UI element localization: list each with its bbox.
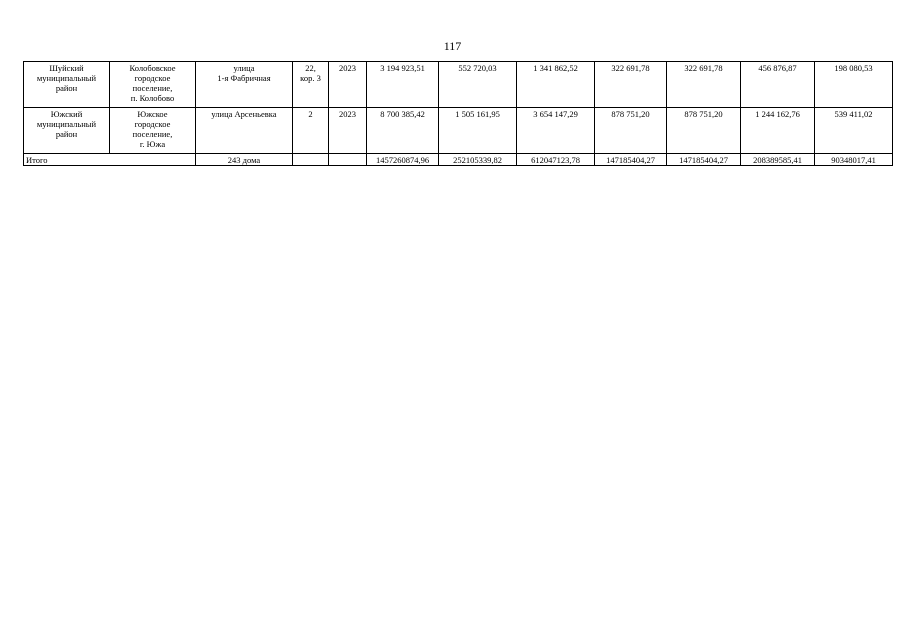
year-cell: 2023 bbox=[329, 62, 367, 108]
table-row bbox=[24, 108, 893, 154]
empty-cell bbox=[329, 154, 367, 166]
total-amount-cell: 1457260874,96 bbox=[367, 154, 439, 166]
settlement-cell: Южское городское поселение, г. Южа bbox=[110, 108, 196, 154]
amount-cell: 8 700 385,42 bbox=[367, 108, 439, 154]
settlement-cell: Колобовское городское поселение, п. Колобово bbox=[110, 62, 196, 108]
amount-cell: 3 654 147,29 bbox=[517, 108, 595, 154]
year-cell: 2023 bbox=[329, 108, 367, 154]
district-cell: Шуйский муниципальный район bbox=[24, 62, 110, 108]
amount-cell: 3 194 923,51 bbox=[367, 62, 439, 108]
amount-cell: 1 244 162,76 bbox=[741, 108, 815, 154]
total-label: Итого bbox=[24, 154, 196, 166]
total-houses: 243 дома bbox=[196, 154, 293, 166]
empty-cell bbox=[293, 154, 329, 166]
amount-cell: 198 080,53 bbox=[815, 62, 893, 108]
amount-cell: 539 411,02 bbox=[815, 108, 893, 154]
amount-cell: 322 691,78 bbox=[667, 62, 741, 108]
amount-cell: 552 720,03 bbox=[439, 62, 517, 108]
street-cell: улица 1-я Фабричная bbox=[196, 62, 293, 108]
amount-cell: 1 505 161,95 bbox=[439, 108, 517, 154]
total-amount-cell: 612047123,78 bbox=[517, 154, 595, 166]
district-cell: Южский муниципальный район bbox=[24, 108, 110, 154]
street-cell: улица Арсеньевка bbox=[196, 108, 293, 154]
amount-cell: 878 751,20 bbox=[667, 108, 741, 154]
total-amount-cell: 147185404,27 bbox=[667, 154, 741, 166]
total-row bbox=[24, 154, 893, 166]
amount-cell: 456 876,87 bbox=[741, 62, 815, 108]
houses-table bbox=[23, 61, 893, 166]
amount-cell: 322 691,78 bbox=[595, 62, 667, 108]
total-amount-cell: 147185404,27 bbox=[595, 154, 667, 166]
house-cell: 22, кор. 3 bbox=[293, 62, 329, 108]
page-number: 117 bbox=[443, 39, 462, 53]
amount-cell: 1 341 862,52 bbox=[517, 62, 595, 108]
total-amount-cell: 252105339,82 bbox=[439, 154, 517, 166]
total-amount-cell: 208389585,41 bbox=[741, 154, 815, 166]
house-cell: 2 bbox=[293, 108, 329, 154]
amount-cell: 878 751,20 bbox=[595, 108, 667, 154]
table-row bbox=[24, 62, 893, 108]
total-amount-cell: 90348017,41 bbox=[815, 154, 893, 166]
